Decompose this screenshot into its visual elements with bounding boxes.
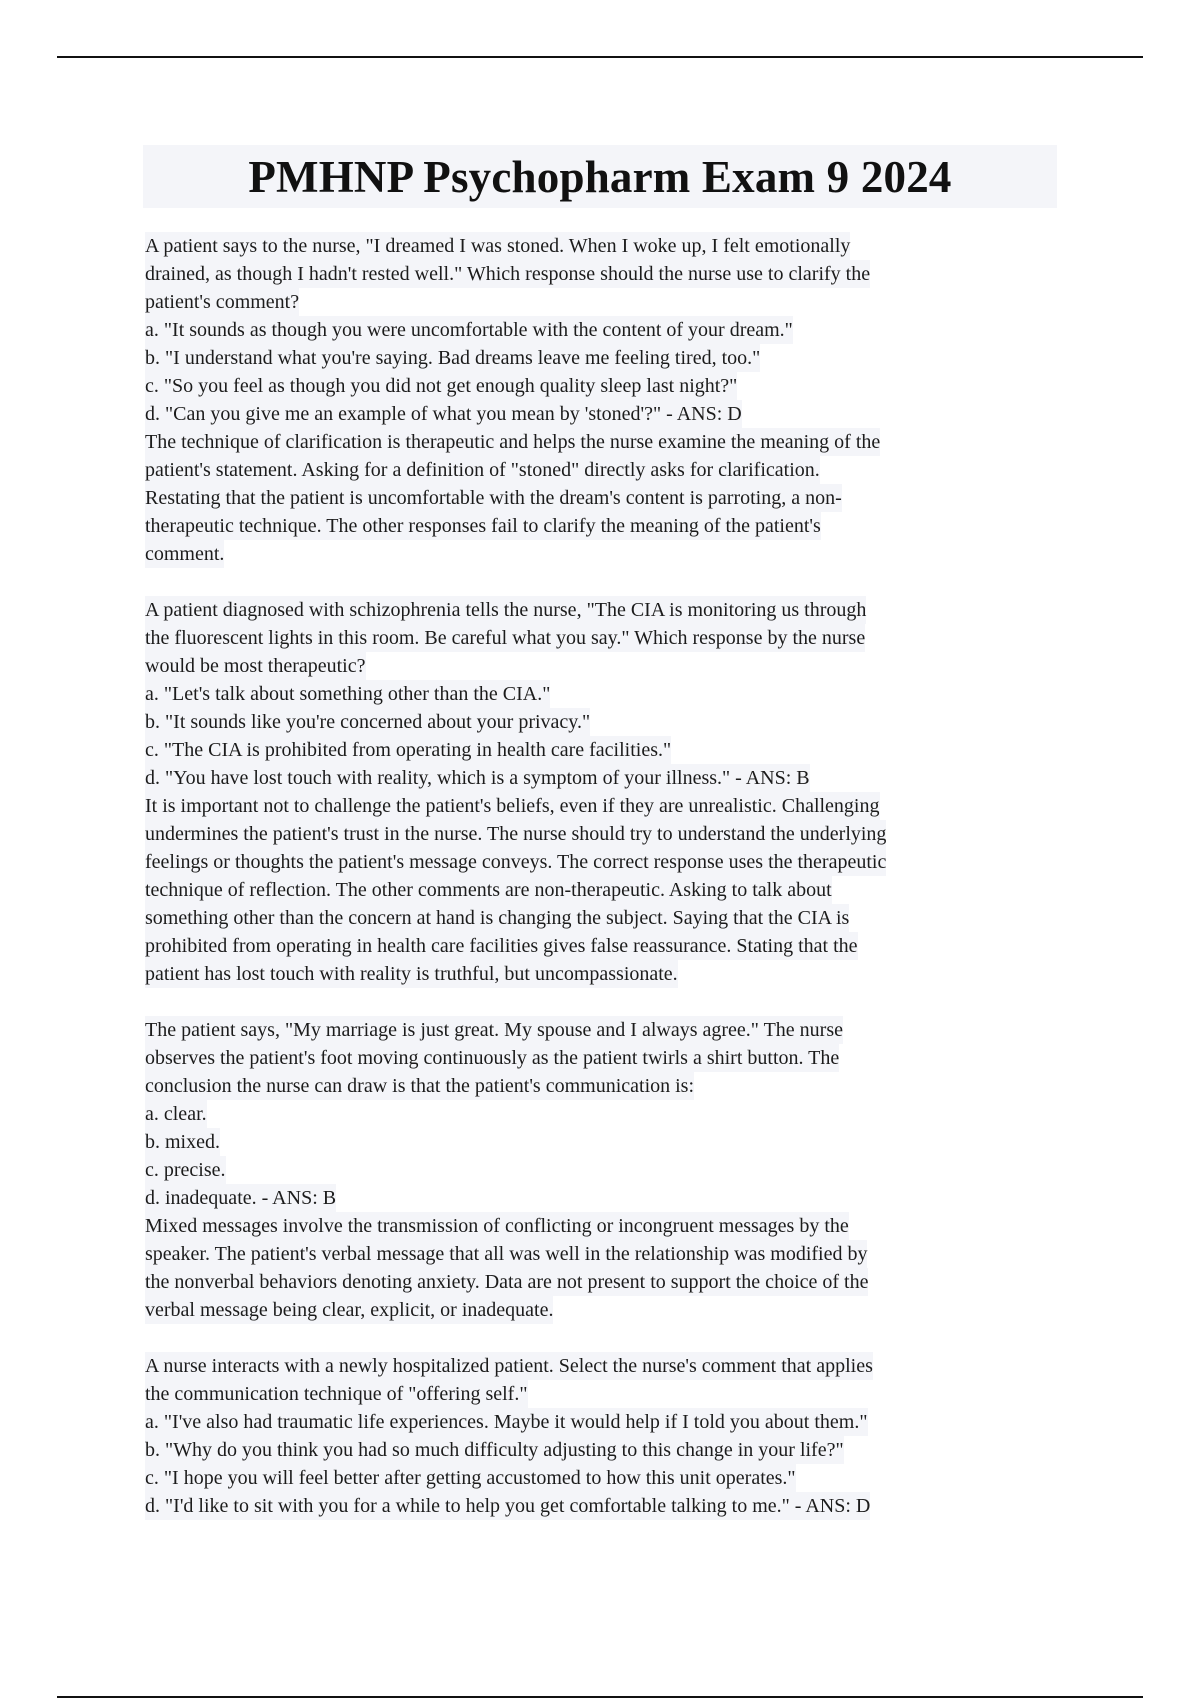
question-spacer	[145, 988, 1055, 1016]
question-stem-line: A nurse interacts with a newly hospitalized patient. Select the nurse's comment that applies	[145, 1352, 873, 1380]
question-stem-line: would be most therapeutic?	[145, 652, 366, 680]
rationale-line: Mixed messages involve the transmission of conflicting or incongruent messages by the	[145, 1212, 849, 1240]
question-stem-line: the communication technique of "offering self."	[145, 1380, 528, 1408]
answer-option: d. "You have lost touch with reality, which is a symptom of your illness." - ANS: B	[145, 764, 810, 792]
answer-option: c. "The CIA is prohibited from operating in health care facilities."	[145, 736, 671, 764]
rationale-line: It is important not to challenge the patient's beliefs, even if they are unrealistic. Challenging	[145, 792, 880, 820]
answer-option: b. "Why do you think you had so much difficulty adjusting to this change in your life?"	[145, 1436, 844, 1464]
answer-option: a. "I've also had traumatic life experiences. Maybe it would help if I told you about them."	[145, 1408, 868, 1436]
question-stem-line: A patient says to the nurse, "I dreamed I was stoned. When I woke up, I felt emotionally	[145, 232, 850, 260]
question-list	[145, 232, 1055, 1520]
question-block	[145, 596, 1055, 988]
answer-option: d. "Can you give me an example of what you mean by 'stoned'?" - ANS: D	[145, 400, 742, 428]
answer-option: c. "So you feel as though you did not get enough quality sleep last night?"	[145, 372, 737, 400]
question-stem-line: conclusion the nurse can draw is that the patient's communication is:	[145, 1072, 694, 1100]
answer-option: a. clear.	[145, 1100, 207, 1128]
question-spacer	[145, 1324, 1055, 1352]
answer-option: d. inadequate. - ANS: B	[145, 1184, 336, 1212]
rationale-line: speaker. The patient's verbal message that all was well in the relationship was modified by	[145, 1240, 867, 1268]
top-rule	[57, 56, 1143, 58]
document-title: PMHNP Psychopharm Exam 9 2024	[248, 151, 952, 202]
answer-option: a. "Let's talk about something other than the CIA."	[145, 680, 550, 708]
question-stem-line: observes the patient's foot moving continuously as the patient twirls a shirt button. The	[145, 1044, 839, 1072]
bottom-rule	[57, 1696, 1143, 1698]
answer-option: d. "I'd like to sit with you for a while to help you get comfortable talking to me." - ANS: D	[145, 1492, 870, 1520]
rationale-line: patient's statement. Asking for a definition of "stoned" directly asks for clarification.	[145, 456, 820, 484]
answer-option: c. precise.	[145, 1156, 226, 1184]
question-stem-line: A patient diagnosed with schizophrenia tells the nurse, "The CIA is monitoring us through	[145, 596, 866, 624]
rationale-line: patient has lost touch with reality is truthful, but uncompassionate.	[145, 960, 678, 988]
rationale-line: comment.	[145, 540, 224, 568]
rationale-line: Restating that the patient is uncomfortable with the dream's content is parroting, a non-	[145, 484, 842, 512]
answer-option: b. "It sounds like you're concerned about your privacy."	[145, 708, 590, 736]
answer-option: c. "I hope you will feel better after getting accustomed to how this unit operates."	[145, 1464, 796, 1492]
question-block	[145, 1352, 1055, 1520]
question-stem-line: The patient says, "My marriage is just great. My spouse and I always agree." The nurse	[145, 1016, 843, 1044]
rationale-line: feelings or thoughts the patient's message conveys. The correct response uses the therapeutic	[145, 848, 886, 876]
title-banner	[143, 145, 1057, 208]
question-stem-line: patient's comment?	[145, 288, 299, 316]
rationale-line: something other than the concern at hand is changing the subject. Saying that the CIA is	[145, 904, 849, 932]
question-stem-line: the fluorescent lights in this room. Be careful what you say." Which response by the nurse	[145, 624, 865, 652]
answer-option: a. "It sounds as though you were uncomfortable with the content of your dream."	[145, 316, 793, 344]
answer-option: b. "I understand what you're saying. Bad dreams leave me feeling tired, too."	[145, 344, 760, 372]
question-block	[145, 1016, 1055, 1324]
question-block	[145, 232, 1055, 568]
question-spacer	[145, 568, 1055, 596]
rationale-line: prohibited from operating in health care facilities gives false reassurance. Stating that the	[145, 932, 858, 960]
rationale-line: The technique of clarification is therapeutic and helps the nurse examine the meaning of the	[145, 428, 880, 456]
rationale-line: undermines the patient's trust in the nurse. The nurse should try to understand the underlying	[145, 820, 886, 848]
question-stem-line: drained, as though I hadn't rested well." Which response should the nurse use to clarify the	[145, 260, 870, 288]
answer-option: b. mixed.	[145, 1128, 220, 1156]
rationale-line: technique of reflection. The other comments are non-therapeutic. Asking to talk about	[145, 876, 832, 904]
rationale-line: verbal message being clear, explicit, or inadequate.	[145, 1296, 553, 1324]
rationale-line: the nonverbal behaviors denoting anxiety. Data are not present to support the choice of the	[145, 1268, 868, 1296]
rationale-line: therapeutic technique. The other responses fail to clarify the meaning of the patient's	[145, 512, 821, 540]
